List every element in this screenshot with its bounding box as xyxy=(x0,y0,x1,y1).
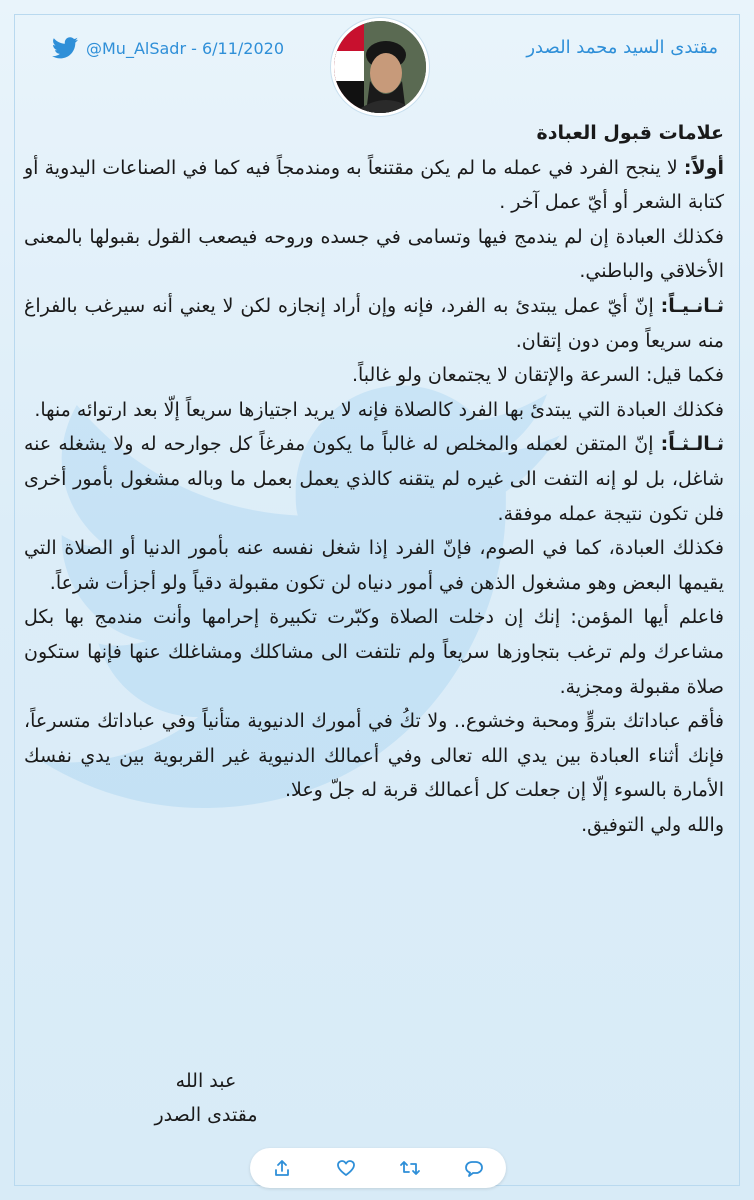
share-button[interactable] xyxy=(266,1152,298,1184)
paragraph-3-text: إنّ أيّ عمل يبتدئ به الفرد، فإنه وإن أراد إنجازه لكن لا يعني أنه سيرغب بالفراغ منه سريعاً ومن دون إتقان. xyxy=(24,294,724,352)
paragraph-6 xyxy=(24,427,724,531)
paragraph-7: فكذلك العبادة، كما في الصوم، فإنّ الفرد إذا شغل نفسه عنه بأمور الدنيا أو الصلاة التي يقيمها البعض وهو مشغول الذهن في أمور دنياه لن تكون مقبولة دقياً ولو أجزأت شرعاً. xyxy=(24,537,724,594)
tweet-actions-bar xyxy=(250,1148,506,1188)
paragraph-10: والله ولي التوفيق. xyxy=(581,813,724,836)
paragraph-9: فأقم عباداتك بتروٍّ ومحبة وخشوع.. ولا تكُ في أمورك الدنيوية متأنياً وفي عباداتك متسرعاً، فإنك أثناء العبادة بين يدي الله تعالى وفي أعمالك الدنيوية غير القربوية بين يدي نفسك الأمارة بالسوء إلّا إن جعلت كل أعمالك قربة له جلّ وعلا. xyxy=(24,710,724,802)
paragraph-6-text: إنّ المتقن لعمله والمخلص له غالباً ما يكون مفرغاً كل جوارحه له ولا يشغله عنه شاغل، بل لو إنه التفت الى غيره لم يتقنه كالذي يعمل بعمل ما وباله مشغول بأمور أخرى فلن تكون نتيجة عمله موفقة. xyxy=(24,433,724,525)
retweet-icon xyxy=(399,1158,421,1178)
paragraph-4: فكما قيل: السرعة والإتقان لا يجتمعان ولو غالباً. xyxy=(351,364,724,387)
signature xyxy=(126,1064,286,1132)
twitter-bird-icon xyxy=(52,37,78,59)
paragraph-1 xyxy=(24,151,724,220)
handle-date-text: @Mu_AlSadr - 6/11/2020 xyxy=(86,38,285,58)
like-button[interactable] xyxy=(330,1152,362,1184)
paragraph-1-lead: أولاً: xyxy=(683,156,724,179)
signature-line-2: مقتدى الصدر xyxy=(154,1104,258,1126)
retweet-button[interactable] xyxy=(394,1152,426,1184)
paragraph-6-lead: ثـالـثـاً: xyxy=(660,433,724,456)
tweet-article xyxy=(24,116,724,842)
reply-button[interactable] xyxy=(458,1152,490,1184)
paragraph-1-text: لا ينجح الفرد في عمله ما لم يكن مقتنعاً به ومندمجاً فيه كما في الصناعات اليدوية أو كتابة الشعر أو أيّ عمل آخر . xyxy=(24,156,724,214)
author-name[interactable]: مقتدى السيد محمد الصدر xyxy=(526,37,718,58)
avatar[interactable] xyxy=(331,18,429,116)
paragraph-2: فكذلك العبادة إن لم يندمج فيها وتسامى في جسده وروحه فيصعب القول بقبولها بالمعنى الأخلاقي والباطني. xyxy=(24,225,724,283)
paragraph-3 xyxy=(24,289,724,358)
heart-icon xyxy=(336,1158,356,1178)
share-icon xyxy=(272,1158,292,1178)
reply-icon xyxy=(464,1158,484,1178)
paragraph-5: فكذلك العبادة التي يبتدئ بها الفرد كالصلاة فإنه لا يريد اجتيازها سريعاً إلّا بعد ارتوائه منها. xyxy=(34,398,724,421)
paragraph-8: فاعلم أيها المؤمن: إنك إن دخلت الصلاة وكبّرت تكبيرة إحرامها وأنت مندمج بها بكل مشاعرك ولم ترغب بتجاوزها سريعاً ولم تلتفت الى مشاكلك ومشاغلك عنها فإنها ستكون صلاة مقبولة ومجزية. xyxy=(24,606,724,698)
avatar-portrait-icon xyxy=(334,21,426,113)
tweet-handle-date[interactable] xyxy=(52,34,284,62)
signature-line-1: عبد الله xyxy=(175,1070,237,1092)
article-title: علامات قبول العبادة xyxy=(536,122,724,144)
paragraph-3-lead: ثـانـيـاً: xyxy=(660,294,724,317)
